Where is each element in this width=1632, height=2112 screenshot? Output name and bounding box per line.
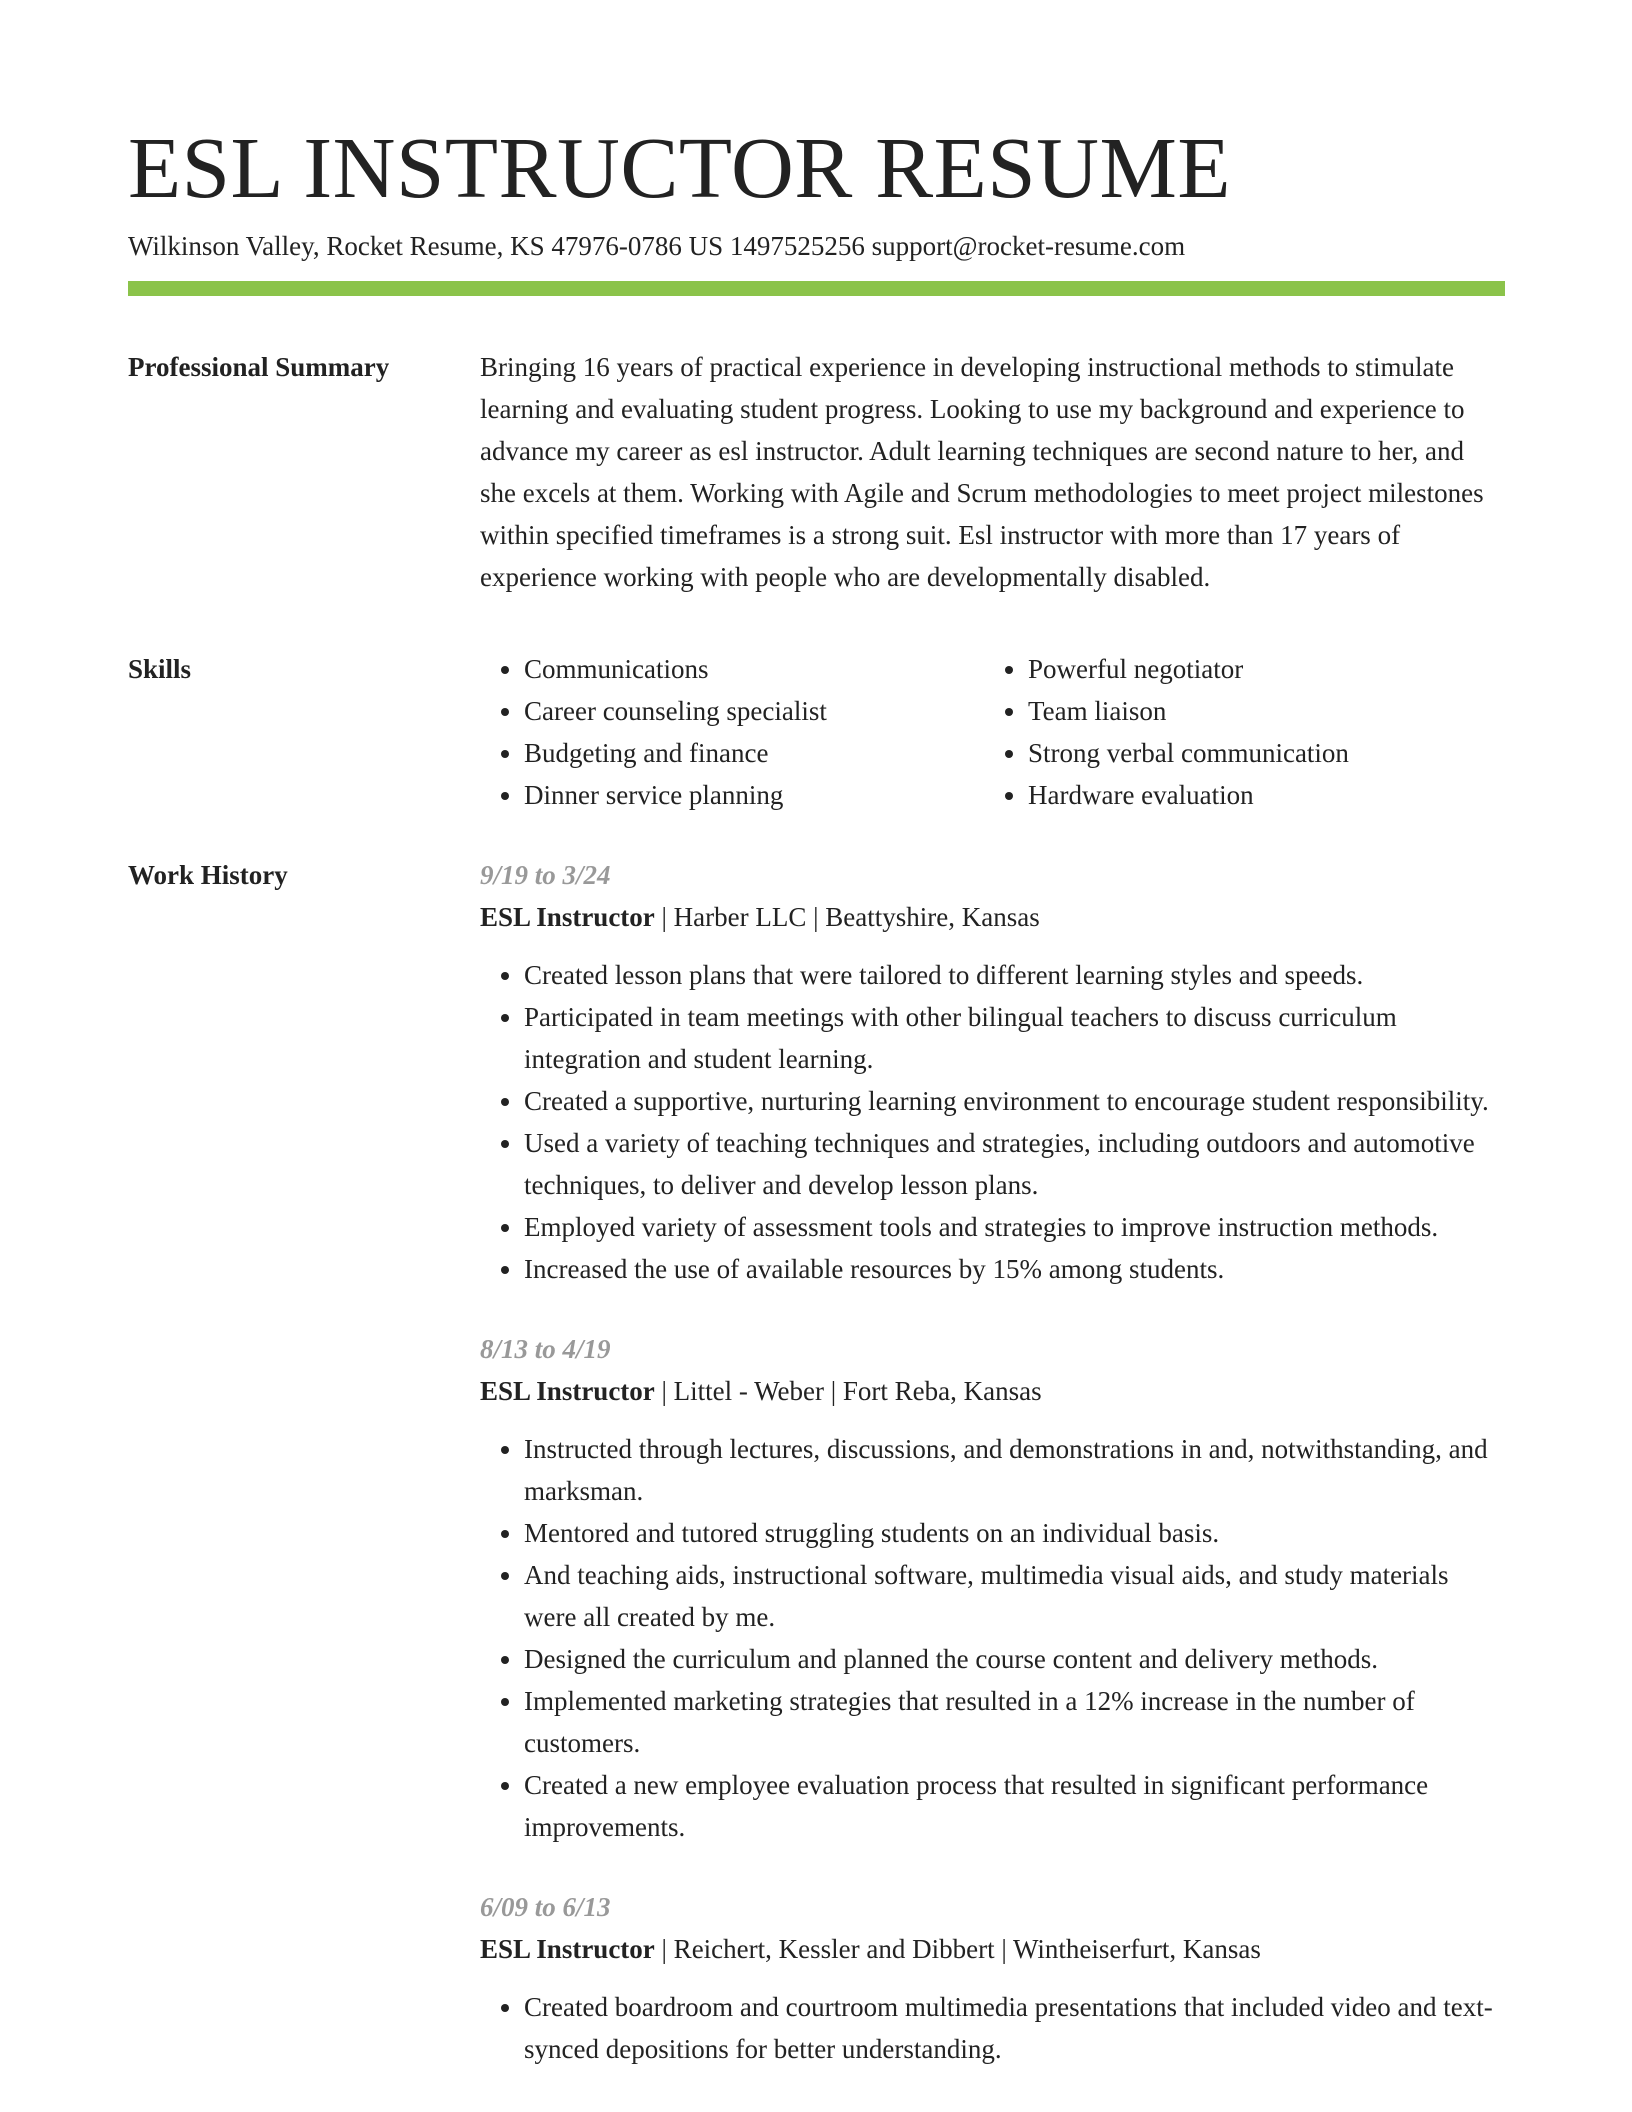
resume-title: ESL INSTRUCTOR RESUME [128,119,1231,216]
job-bullet: • Implemented marketing strategies that resulted in a 12% increase in the number of customers. [524,1680,1505,1764]
work-history-section [128,854,1505,2108]
accent-divider [128,281,1505,296]
work-history-body [480,854,1505,2108]
skill-item: • Hardware evaluation [1028,774,1488,816]
job-title-line [480,1928,1505,1970]
job-bullet: • Mentored and tutored struggling students on an individual basis. [524,1512,1505,1554]
skill-item: • Powerful negotiator [1028,648,1488,690]
summary-body [480,346,1505,598]
skills-list-left [480,648,984,816]
job-entry [480,1328,1505,1848]
job-dates: 6/09 to 6/13 [480,1892,611,1922]
job-entry [480,1886,1505,2070]
job-title: ESL Instructor [480,1934,655,1964]
job-bullet: • Used a variety of teaching techniques and strategies, including outdoors and automotive techniques, to deliver and develop lesson plans. [524,1122,1505,1206]
job-bullets [480,1428,1505,1848]
skills-list-right [984,648,1488,816]
job-entry [480,854,1505,1290]
job-details: | Littel - Weber | Fort Reba, Kansas [654,1376,1042,1406]
job-title-line [480,896,1505,938]
job-bullet: • Instructed through lectures, discussions, and demonstrations in and, notwithstanding, and marksman. [524,1428,1505,1512]
job-bullet: • And teaching aids, instructional software, multimedia visual aids, and study materials were all created by me. [524,1554,1505,1638]
skill-item: • Career counseling specialist [524,690,984,732]
skill-item: • Budgeting and finance [524,732,984,774]
job-bullet: • Designed the curriculum and planned the course content and delivery methods. [524,1638,1505,1680]
skills-label: Skills [128,654,192,684]
job-bullet: • Increased the use of available resources by 15% among students. [524,1248,1505,1290]
work-history-label: Work History [128,860,288,890]
summary-text: Bringing 16 years of practical experience in developing instructional methods to stimulate learning and evaluating student progress. Looking to use my background and experience to advance my career as esl instructor. Adult learning techniques are second nature to her, and she excels at them. Working with Agile and Scrum methodologies to meet project milestones within specified timeframes is a strong suit. Esl instructor with more than 17 years of experience working with people who are developmentally disabled. [480,352,1484,592]
skill-item: • Strong verbal communication [1028,732,1488,774]
job-title: ESL Instructor [480,902,655,932]
job-dates: 8/13 to 4/19 [480,1334,611,1364]
job-dates: 9/19 to 3/24 [480,860,611,890]
job-bullet: • Created a new employee evaluation process that resulted in significant performance improvements. [524,1764,1505,1848]
contact-line: Wilkinson Valley, Rocket Resume, KS 47976-0786 US 1497525256 support@rocket-resume.com [128,231,1186,261]
skills-grid [480,648,1505,816]
job-bullet: • Created boardroom and courtroom multimedia presentations that included video and text-synced depositions for better understanding. [524,1986,1505,2070]
job-bullet: • Participated in team meetings with other bilingual teachers to discuss curriculum integration and student learning. [524,996,1505,1080]
job-title: ESL Instructor [480,1376,655,1406]
job-details: | Harber LLC | Beattyshire, Kansas [654,902,1040,932]
summary-label: Professional Summary [128,352,390,382]
skill-item: • Dinner service planning [524,774,984,816]
job-bullet: • Employed variety of assessment tools and strategies to improve instruction methods. [524,1206,1505,1248]
job-bullets [480,954,1505,1290]
job-bullet: • Created a supportive, nurturing learning environment to encourage student responsibility. [524,1080,1505,1122]
skills-section [128,648,1505,816]
resume-page [128,0,1505,2108]
skill-item: • Team liaison [1028,690,1488,732]
skill-item: • Communications [524,648,984,690]
job-details: | Reichert, Kessler and Dibbert | Wintheiserfurt, Kansas [654,1934,1261,1964]
summary-section [128,346,1505,598]
skills-body [480,648,1505,816]
job-title-line [480,1370,1505,1412]
job-bullets [480,1986,1505,2070]
job-bullet: • Created lesson plans that were tailored to different learning styles and speeds. [524,954,1505,996]
